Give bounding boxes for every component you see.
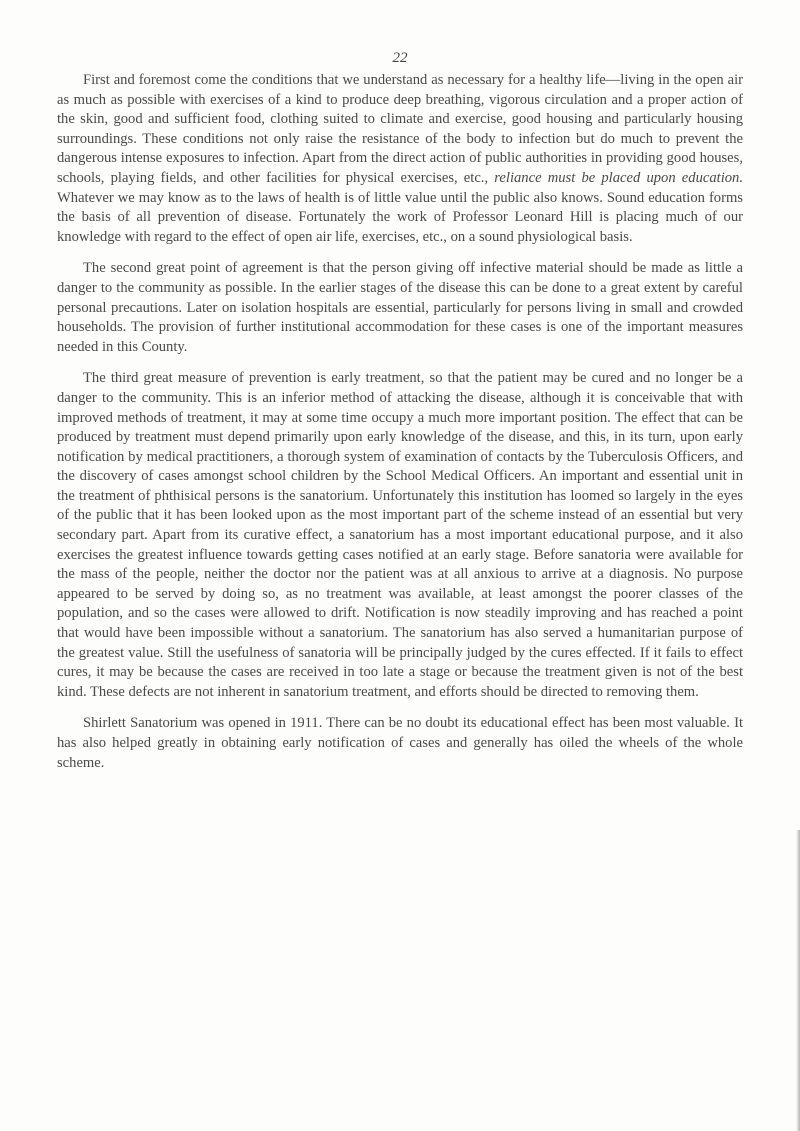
page-number: 22: [392, 50, 408, 66]
body-text: [57, 71, 743, 773]
paragraph-healthy-life-conditions: [57, 71, 743, 247]
paragraph-1-text-after: Whatever we may know as to the laws of health is of little value until the public also knows. Sound education forms the basis of all prevention of disease. Fortunately the work of Professor Leonard Hill is placing much of our knowledge with regard to the effect of open air life, exercises, etc., on a sound physiological basis.: [57, 189, 743, 245]
paragraph-shirlett-sanatorium: Shirlett Sanatorium was opened in 1911. There can be no doubt its educational effect has been most valuable. It has also helped greatly in obtaining early notification of cases and generally has oiled the wheels of the whole scheme.: [57, 715, 743, 771]
paragraph-infective-material: The second great point of agreement is that the person giving off infective material should be made as little a danger to the community as possible. In the earlier stages of the disease this can be done to a great extent by careful personal precautions. Later on isolation hospitals are essential, particularly for persons living in small and crowded households. The provision of further institutional accommodation for these cases is one of the important measures needed in this County.: [57, 260, 743, 355]
paragraph-1-emphasis: reliance must be placed upon education.: [494, 169, 743, 186]
paragraph-1-text-before: First and foremost come the conditions that we understand as necessary for a healthy life—living in the open air as much as possible with exercises of a kind to produce deep breathing, vigorous circulation and a proper action of the skin, good and sufficient food, clothing suited to climate and exercise, good housing and particularly housing surroundings. These conditions not only raise the resistance of the body to infection but do much to prevent the dangerous intense exposures to infection. Apart from the direct action of public authorities in providing good houses, schools, playing fields, and other facilities for physical exercises, etc.,: [57, 72, 743, 186]
paragraph-early-treatment: The third great measure of prevention is early treatment, so that the patient may be cured and no longer be a danger to the community. This is an inferior method of attacking the disease, although it is conceivable that with improved methods of treatment, it may at some time occupy a much more important position. The effect that can be produced by treatment must depend primarily upon early knowledge of the disease, and this, in its turn, upon early notification by medical practitioners, a thorough system of examination of contacts by the Tuberculosis Officers, and the discovery of cases amongst school children by the School Medical Officers. An important and essential unit in the treatment of phthisical persons is the sanatorium. Unfortunately this institution has loomed so largely in the eyes of the public that it has been looked upon as the most important part of the scheme instead of an essential but very secondary part. Apart from its curative effect, a sanatorium has a most important educational purpose, and it also exercises the greatest influence towards getting cases notified at an early stage. Before sanatoria were available for the mass of the people, neither the doctor nor the patient was at all anxious to arrive at a diagnosis. No purpose appeared to be served by doing so, as no treatment was available, at least amongst the poorer classes of the population, and so the cases were allowed to drift. Notification is now steadily improving and has reached a point that would have been impossible without a sanatorium. The sanatorium has also served a humanitarian purpose of the greatest value. Still the usefulness of sanatoria will be principally judged by the cures effected. If it fails to effect cures, it may be because the cases are received in too late a stage or because the treatment given is not of the best kind. These defects are not inherent in sanatorium treatment, and efforts should be directed to removing them.: [57, 370, 743, 700]
page-edge-shadow: [796, 830, 800, 1131]
